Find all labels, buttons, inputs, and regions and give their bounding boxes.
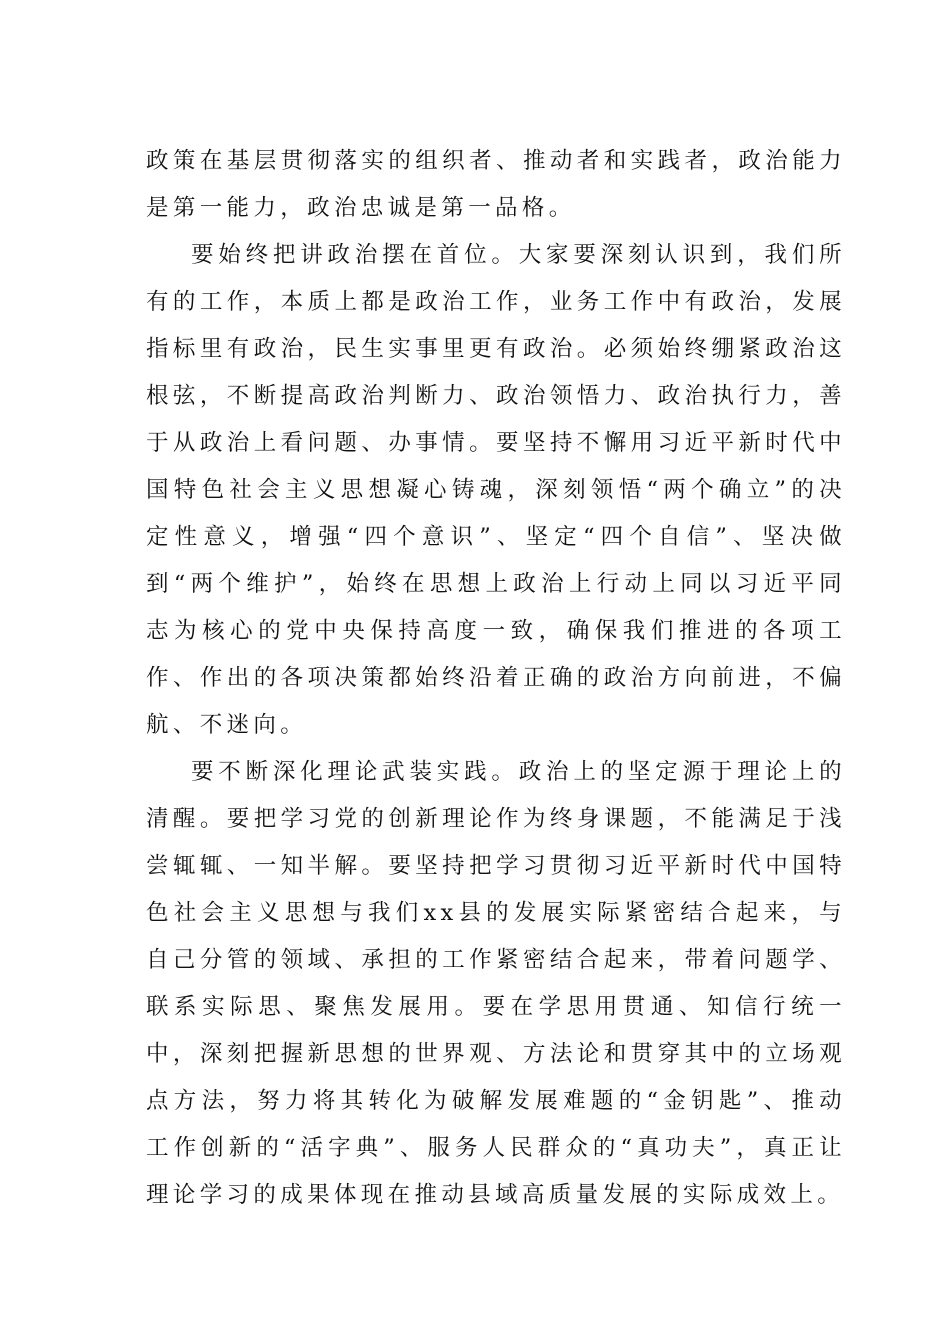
document-body <box>146 138 846 1219</box>
paragraph-political-priority: 要始终把讲政治摆在首位。大家要深刻认识到，我们所有的工作，本质上都是政治工作，业务工作中有政治，发展指标里有政治，民生实事里更有政治。必须始终绷紧政治这根弦，不断提高政治判断力、政治领悟力、政治执行力，善于从政治上看问题、办事情。要坚持不懈用习近平新时代中国特色社会主义思想凝心铸魂，深刻领悟“两个确立”的决定性意义，增强“四个意识”、坚定“四个自信”、坚决做到“两个维护”，始终在思想上政治上行动上同以习近平同志为核心的党中央保持高度一致，确保我们推进的各项工作、作出的各项决策都始终沿着正确的政治方向前进，不偏航、不迷向。 <box>146 242 846 738</box>
paragraph-theory-study: 要不断深化理论武装实践。政治上的坚定源于理论上的清醒。要把学习党的创新理论作为终身课题，不能满足于浅尝辄辄、一知半解。要坚持把学习贯彻习近平新时代中国特色社会主义思想与我们xx县的发展实际紧密结合起来，与自己分管的领域、承担的工作紧密结合起来，带着问题学、联系实际思、聚焦发展用。要在学思用贯通、知信行统一中，深刻把握新思想的世界观、方法论和贯穿其中的立场观点方法，努力将其转化为破解发展难题的“金钥匙”、推动工作创新的“活字典”、服务人民群众的“真功夫”，真正让理论学习的成果体现在推动县域高质量发展的实际成效上。 <box>146 759 846 1208</box>
paragraph-continuation: 政策在基层贯彻落实的组织者、推动者和实践者，政治能力是第一能力，政治忠诚是第一品格。 <box>146 148 846 221</box>
